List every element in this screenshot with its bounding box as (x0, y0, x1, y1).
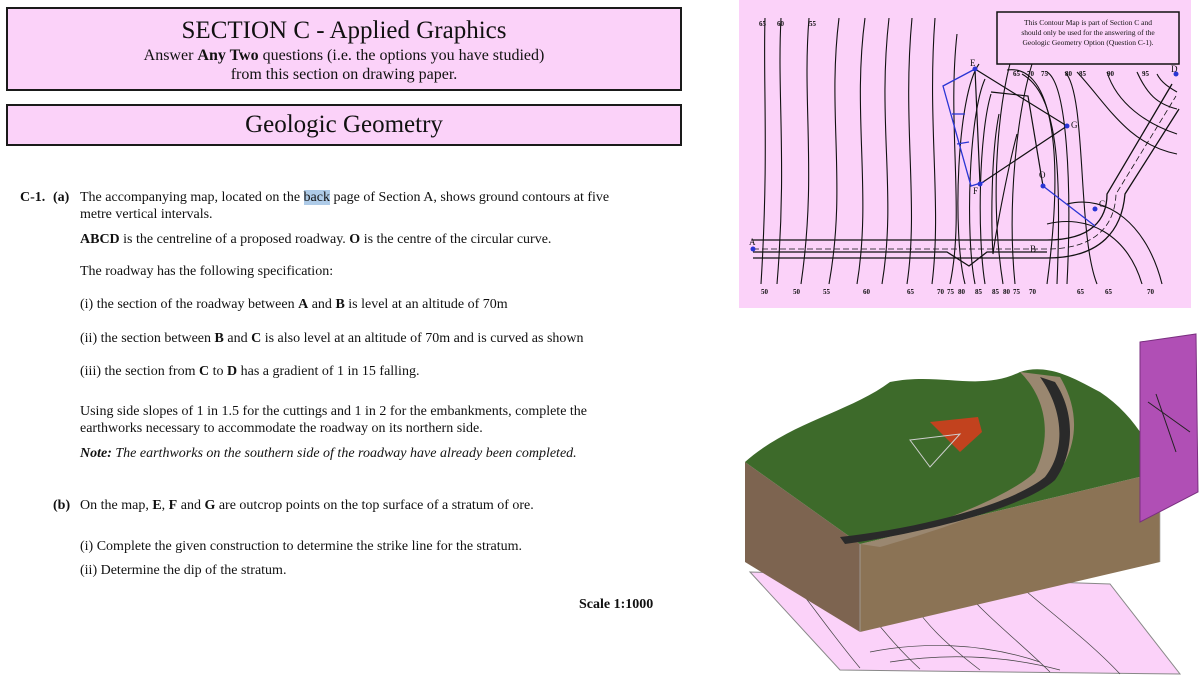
terrain-render-image (720, 322, 1200, 685)
svg-text:55: 55 (809, 20, 816, 28)
note: Note: The earthworks on the southern side of the roadway have already been completed. (80, 446, 577, 461)
centreline-statement: ABCD is the centreline of a proposed roadway. O is the centre of the circular curve. (80, 232, 552, 247)
svg-text:70: 70 (1029, 288, 1036, 296)
svg-text:F: F (973, 186, 979, 196)
svg-text:Geologic Geometry Option (Ques: Geologic Geometry Option (Question C-1). (1022, 38, 1154, 47)
svg-text:This Contour Map is part of Se: This Contour Map is part of Section C and (1024, 18, 1152, 27)
spec-intro: The roadway has the following specification: (80, 264, 334, 279)
svg-text:50: 50 (793, 288, 800, 296)
part-b-label: (b) (53, 498, 71, 513)
spec-item-3: (iii) the section from C to D has a gradient of 1 in 15 falling. (80, 364, 420, 379)
section-title: SECTION C - Applied Graphics (181, 17, 507, 44)
terrain-3d-render (720, 322, 1200, 685)
selected-text[interactable]: back (303, 190, 330, 205)
contour-map-panel (739, 0, 1191, 308)
svg-text:should only be used for the an: should only be used for the answering of the (1021, 28, 1155, 37)
svg-text:65: 65 (907, 288, 914, 296)
svg-text:80: 80 (1003, 288, 1010, 296)
part-b-item-2: (ii) Determine the dip of the stratum. (80, 563, 287, 578)
svg-text:85: 85 (992, 288, 999, 296)
svg-text:85: 85 (975, 288, 982, 296)
question-intro: The accompanying map, located on the back page of Section A, shows ground contours at five metre vertical intervals. (80, 190, 610, 222)
svg-text:60: 60 (777, 20, 784, 28)
question-number: C-1. (20, 190, 46, 205)
svg-text:70: 70 (937, 288, 944, 296)
part-b-item-1: (i) Complete the given construction to determine the strike line for the stratum. (80, 539, 523, 554)
svg-text:65: 65 (1077, 288, 1084, 296)
svg-text:65: 65 (759, 20, 766, 28)
svg-text:G: G (1071, 120, 1078, 130)
svg-text:75: 75 (947, 288, 954, 296)
svg-text:70: 70 (1147, 288, 1154, 296)
part-a-label: (a) (53, 190, 70, 205)
svg-text:D: D (1171, 64, 1178, 74)
scale-label: Scale 1:1000 (579, 597, 654, 612)
bottom-contour-labels (761, 288, 1155, 296)
svg-text:B: B (1030, 244, 1037, 254)
points (751, 67, 1179, 252)
topic-title: Geologic Geometry (245, 111, 443, 138)
roadway (753, 84, 1179, 266)
spec-item-1: (i) the section of the roadway between A and B is level at an altitude of 70m (80, 297, 508, 312)
side-slopes-instruction: Using side slopes of 1 in 1.5 for the cuttings and 1 in 2 for the embankments, complete the earthworks necessary to accommodate the roadway on its northern side. (80, 404, 588, 436)
inner-contour-labels (1013, 70, 1150, 78)
svg-text:80: 80 (958, 288, 965, 296)
roadway-centreline (753, 96, 1176, 249)
svg-text:55: 55 (823, 288, 830, 296)
spec-item-2: (ii) the section between B and C is also level at an altitude of 70m and is curved as shown (80, 331, 584, 346)
svg-text:O: O (1039, 170, 1046, 180)
svg-text:C: C (1099, 199, 1106, 209)
section-instructions: Answer Any Two questions (i.e. the options you have studied) from this section on drawing paper. (143, 47, 545, 83)
section-header (6, 7, 682, 91)
construction-lines (975, 69, 1067, 186)
svg-text:80: 80 (1065, 70, 1072, 78)
contour-map (747, 4, 1183, 296)
svg-text:E: E (970, 58, 976, 68)
svg-text:65: 65 (1013, 70, 1020, 78)
map-note (1021, 18, 1155, 47)
svg-text:75: 75 (1013, 288, 1020, 296)
svg-text:70: 70 (1027, 70, 1034, 78)
svg-text:60: 60 (863, 288, 870, 296)
svg-text:90: 90 (1107, 70, 1114, 78)
svg-text:95: 95 (1142, 70, 1149, 78)
svg-text:75: 75 (1041, 70, 1048, 78)
svg-text:85: 85 (1079, 70, 1086, 78)
svg-text:50: 50 (761, 288, 768, 296)
svg-text:A: A (749, 237, 756, 247)
part-b-intro: On the map, E, F and G are outcrop points on the top surface of a stratum of ore. (80, 498, 534, 513)
svg-text:65: 65 (1105, 288, 1112, 296)
inclined-plane (1140, 334, 1198, 522)
topic-box (6, 104, 682, 146)
